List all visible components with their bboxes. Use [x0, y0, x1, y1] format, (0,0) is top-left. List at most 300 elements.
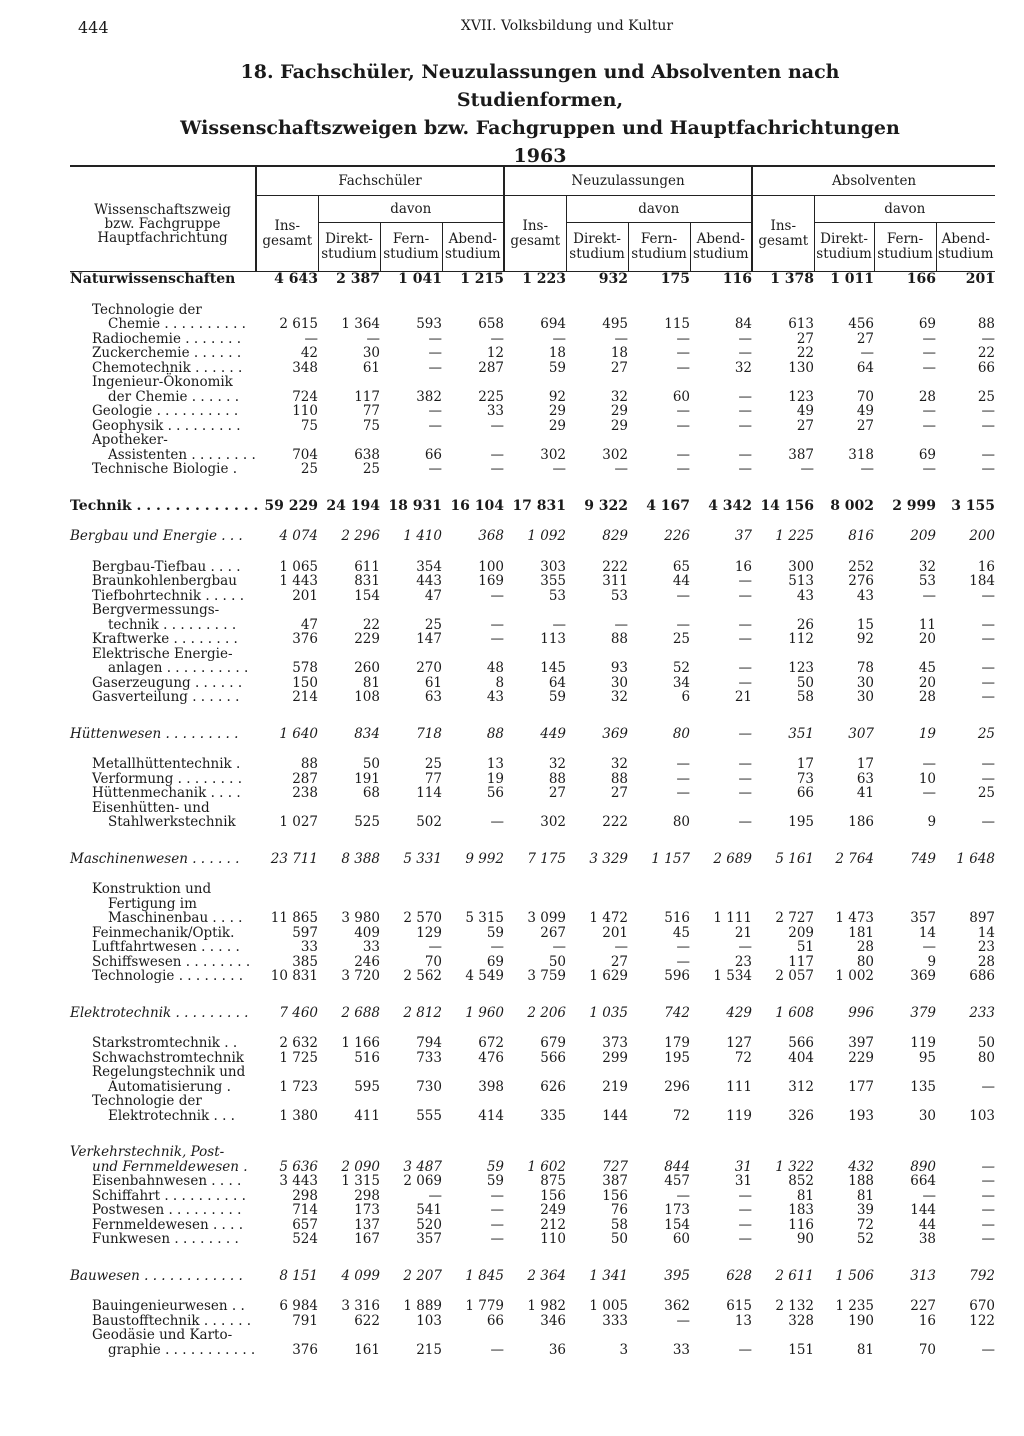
- value-cell: 17: [856, 756, 875, 772]
- spacer-row: [70, 741, 995, 757]
- row-label: Fernmeldewesen . . . .: [92, 1216, 243, 1233]
- value-cell: —: [490, 461, 505, 477]
- row-label: Technologie der: [92, 1093, 202, 1109]
- table-row: [70, 1328, 995, 1343]
- title-line-1: 18. Fachschüler, Neuzulassungen und Absolventen nach Studienformen,: [240, 61, 840, 111]
- value-cell: 28: [918, 388, 937, 405]
- row-label: Braunkohlenbergbau: [92, 573, 237, 589]
- value-cell: 181: [848, 924, 875, 941]
- value-cell: 50: [362, 756, 380, 772]
- value-cell: 1 602: [527, 1158, 567, 1175]
- row-label: Starkstromtechnik . .: [92, 1035, 238, 1051]
- value-cell: [442, 603, 504, 618]
- value-cell: 41: [856, 785, 875, 801]
- value-cell: [256, 647, 318, 662]
- value-cell: 32: [918, 558, 937, 575]
- value-cell: 64: [856, 359, 875, 376]
- value-cell: 20: [918, 674, 937, 691]
- row-label: Elektrotechnik . . . . . . . . .: [70, 1004, 249, 1021]
- value-cell: 4 643: [274, 271, 318, 287]
- value-cell: 1 041: [398, 271, 442, 287]
- spacer-row: [70, 984, 995, 1006]
- spacer-cell: [70, 1123, 995, 1145]
- value-cell: 2 296: [341, 528, 380, 544]
- value-cell: 173: [664, 1202, 691, 1218]
- value-cell: 355: [540, 573, 567, 589]
- value-cell: 1 629: [589, 968, 629, 984]
- value-cell: 897: [969, 910, 996, 926]
- value-cell: 175: [660, 271, 691, 287]
- value-cell: —: [490, 1341, 505, 1358]
- value-cell: 387: [788, 446, 815, 463]
- table-row: [70, 589, 995, 604]
- value-cell: 1 889: [403, 1298, 442, 1314]
- value-cell: 77: [362, 403, 380, 419]
- value-cell: [936, 1145, 995, 1160]
- value-cell: [256, 433, 318, 448]
- row-label-line: bzw. Fachgruppe: [104, 216, 221, 232]
- value-cell: 404: [788, 1049, 815, 1066]
- value-cell: —: [922, 403, 937, 419]
- value-cell: —: [490, 1187, 505, 1204]
- value-cell: [752, 882, 814, 897]
- value-cell: 177: [848, 1078, 875, 1095]
- value-cell: 88: [548, 770, 567, 787]
- value-cell: [380, 882, 442, 897]
- insgesamt-header: [752, 196, 814, 272]
- value-cell: 145: [540, 660, 567, 676]
- value-cell: —: [981, 814, 996, 830]
- value-cell: 63: [856, 770, 875, 787]
- value-cell: 18: [548, 345, 567, 361]
- value-cell: 49: [796, 403, 815, 419]
- row-label: Elektrotechnik . . .: [108, 1107, 235, 1124]
- value-cell: 816: [848, 528, 875, 544]
- value-cell: 114: [416, 785, 442, 801]
- value-cell: —: [490, 1202, 505, 1218]
- value-cell: 346: [540, 1312, 567, 1329]
- main-row: [70, 272, 995, 287]
- value-cell: 50: [796, 674, 815, 691]
- value-cell: 70: [424, 953, 442, 970]
- value-cell: 429: [726, 1004, 753, 1021]
- table-row: [70, 969, 995, 984]
- davon-header: davon: [814, 196, 995, 223]
- value-cell: 1 364: [341, 316, 380, 332]
- value-cell: 3 316: [341, 1298, 380, 1314]
- value-cell: 17: [796, 756, 815, 772]
- value-cell: [504, 897, 566, 912]
- value-cell: 3 720: [341, 968, 380, 984]
- value-cell: 17 831: [512, 497, 567, 514]
- value-cell: [442, 801, 504, 816]
- value-cell: 215: [416, 1341, 442, 1358]
- value-cell: 156: [602, 1187, 629, 1204]
- table-row: [70, 332, 995, 347]
- value-cell: [442, 1094, 504, 1109]
- value-cell: 88: [610, 631, 629, 647]
- value-cell: —: [922, 330, 937, 347]
- value-cell: 166: [906, 271, 937, 287]
- value-cell: 81: [856, 1341, 875, 1358]
- value-cell: 18: [610, 345, 629, 361]
- value-cell: 16: [918, 1312, 937, 1329]
- value-cell: 201: [602, 924, 629, 941]
- group-row: [70, 1269, 995, 1284]
- group-row: [70, 1145, 995, 1160]
- value-cell: 791: [292, 1312, 318, 1329]
- subheader-line: studium: [383, 246, 439, 262]
- value-cell: 30: [856, 689, 875, 705]
- value-cell: [256, 603, 318, 618]
- table-row: [70, 1174, 995, 1189]
- value-cell: —: [981, 616, 996, 633]
- value-cell: 88: [486, 725, 505, 742]
- value-cell: 1 225: [775, 528, 815, 544]
- value-cell: 22: [362, 616, 380, 633]
- value-cell: 1 380: [279, 1107, 318, 1124]
- row-label: Verkehrstechnik, Post-: [70, 1144, 225, 1160]
- value-cell: 15: [856, 616, 875, 633]
- value-cell: 387: [602, 1173, 629, 1189]
- value-cell: —: [738, 330, 753, 347]
- value-cell: —: [614, 330, 629, 347]
- value-cell: 219: [602, 1078, 629, 1095]
- value-cell: 1 002: [835, 968, 875, 984]
- value-cell: 31: [734, 1158, 753, 1175]
- value-cell: 27: [796, 417, 815, 434]
- value-cell: —: [428, 939, 442, 955]
- value-cell: —: [676, 953, 691, 970]
- value-cell: [380, 375, 442, 390]
- value-cell: 72: [672, 1107, 691, 1124]
- value-cell: [628, 375, 690, 390]
- table-row: [70, 1036, 995, 1051]
- value-cell: —: [738, 388, 753, 405]
- value-cell: [504, 1145, 566, 1160]
- value-cell: 80: [672, 814, 691, 830]
- value-cell: 59: [548, 689, 567, 705]
- value-cell: —: [981, 403, 996, 419]
- value-cell: [380, 897, 442, 912]
- value-cell: 25: [977, 388, 996, 405]
- value-cell: 376: [292, 1341, 318, 1358]
- value-cell: 117: [788, 953, 815, 970]
- value-cell: 326: [788, 1107, 815, 1124]
- value-cell: 88: [977, 316, 996, 332]
- value-cell: 2 090: [341, 1158, 380, 1175]
- table-row: [70, 897, 995, 912]
- value-cell: —: [922, 939, 937, 955]
- table-body: [70, 272, 995, 1358]
- group-row: [70, 727, 995, 742]
- row-label: Eisenhütten- und: [92, 799, 210, 816]
- group-row: [70, 529, 995, 544]
- insgesamt-line: Ins-: [522, 217, 549, 234]
- value-cell: 354: [416, 558, 442, 575]
- value-cell: [936, 647, 995, 662]
- value-cell: 312: [788, 1078, 815, 1095]
- value-cell: —: [981, 756, 996, 772]
- value-cell: —: [676, 770, 691, 787]
- value-cell: —: [922, 785, 937, 801]
- value-cell: —: [366, 330, 380, 347]
- value-cell: [442, 897, 504, 912]
- value-cell: 252: [848, 558, 875, 575]
- value-cell: 2 562: [403, 968, 442, 984]
- value-cell: [566, 1094, 628, 1109]
- table-row: [70, 1094, 995, 1109]
- value-cell: 1 111: [713, 910, 753, 926]
- value-cell: 369: [910, 968, 937, 984]
- value-cell: 313: [910, 1267, 937, 1284]
- value-cell: —: [614, 461, 629, 477]
- value-cell: 852: [788, 1173, 815, 1189]
- value-cell: 29: [548, 403, 567, 419]
- table-row: [70, 786, 995, 801]
- fernstudium-header: [380, 223, 442, 272]
- row-label: Fertigung im: [108, 895, 197, 912]
- row-label: Maschinenwesen . . . . . .: [70, 850, 240, 867]
- value-cell: 335: [540, 1107, 567, 1124]
- value-cell: 357: [910, 910, 937, 926]
- fernstudium-header: [628, 223, 690, 272]
- value-cell: 4 167: [646, 497, 691, 514]
- value-cell: 3 155: [951, 497, 996, 514]
- value-cell: 53: [548, 587, 567, 604]
- value-cell: [628, 1328, 690, 1343]
- value-cell: 357: [416, 1231, 442, 1247]
- value-cell: —: [922, 1187, 937, 1204]
- value-cell: 112: [788, 631, 815, 647]
- value-cell: 8 002: [830, 497, 875, 514]
- row-label: Gasverteilung . . . . . .: [92, 689, 240, 705]
- value-cell: 1 473: [835, 910, 875, 926]
- value-cell: 30: [856, 674, 875, 691]
- table-row: [70, 1218, 995, 1233]
- value-cell: 502: [416, 814, 442, 830]
- value-cell: —: [676, 417, 691, 434]
- row-label: technik . . . . . . . . .: [108, 616, 237, 633]
- row-label: Apotheker-: [92, 432, 168, 448]
- value-cell: 44: [918, 1216, 937, 1233]
- value-cell: [566, 882, 628, 897]
- spacer-row: [70, 477, 995, 499]
- value-cell: 3: [619, 1341, 629, 1358]
- value-cell: 186: [848, 814, 875, 830]
- row-label: Bergbau und Energie . . .: [70, 528, 243, 544]
- value-cell: —: [738, 417, 753, 434]
- value-cell: 27: [796, 330, 815, 347]
- value-cell: 541: [416, 1202, 442, 1218]
- value-cell: 524: [292, 1231, 318, 1247]
- value-cell: 33: [300, 939, 318, 955]
- row-label: Postwesen . . . . . . . . .: [92, 1202, 242, 1218]
- spacer-cell: [70, 513, 995, 529]
- value-cell: 173: [354, 1202, 380, 1218]
- value-cell: 154: [354, 587, 380, 604]
- value-cell: 225: [478, 388, 505, 405]
- value-cell: [690, 375, 752, 390]
- group-header-fachschueler: Fachschüler: [256, 166, 504, 196]
- value-cell: 246: [354, 953, 380, 970]
- value-cell: 1 648: [956, 850, 996, 867]
- value-cell: —: [981, 330, 996, 347]
- value-cell: —: [676, 1187, 691, 1204]
- value-cell: [874, 897, 936, 912]
- value-cell: 32: [610, 388, 629, 405]
- value-cell: [380, 801, 442, 816]
- value-cell: 2 057: [775, 968, 815, 984]
- value-cell: —: [428, 345, 442, 361]
- value-cell: —: [981, 1158, 996, 1175]
- value-cell: —: [490, 616, 505, 633]
- value-cell: [256, 1145, 318, 1160]
- value-cell: 30: [918, 1107, 937, 1124]
- main-row: [70, 499, 995, 514]
- value-cell: 88: [300, 756, 318, 772]
- value-cell: —: [428, 1187, 442, 1204]
- value-cell: [814, 603, 874, 618]
- value-cell: 296: [664, 1078, 691, 1095]
- value-cell: 77: [424, 770, 442, 787]
- spacer-cell: [70, 984, 995, 1006]
- value-cell: 2 206: [527, 1004, 567, 1021]
- value-cell: 2 207: [403, 1267, 442, 1284]
- value-cell: —: [860, 345, 875, 361]
- value-cell: 122: [969, 1312, 996, 1329]
- table-row: [70, 433, 995, 448]
- value-cell: [752, 1065, 814, 1080]
- abendstudium-header: [936, 223, 995, 272]
- row-label: Regelungstechnik und: [92, 1064, 246, 1080]
- value-cell: —: [676, 330, 691, 347]
- value-cell: 2 387: [336, 271, 380, 287]
- value-cell: 397: [848, 1035, 875, 1051]
- value-cell: 287: [292, 770, 318, 787]
- value-cell: —: [738, 587, 753, 604]
- value-cell: 694: [540, 316, 567, 332]
- value-cell: [814, 433, 874, 448]
- value-cell: 9: [927, 814, 937, 830]
- row-label: Hüttenwesen . . . . . . . . .: [70, 725, 239, 742]
- value-cell: 2 364: [527, 1267, 567, 1284]
- value-cell: 50: [548, 953, 567, 970]
- table-row: [70, 940, 995, 955]
- value-cell: [752, 433, 814, 448]
- value-cell: 1 035: [589, 1004, 629, 1021]
- insgesamt-line: Ins-: [274, 217, 301, 234]
- table-row: [70, 661, 995, 676]
- value-cell: 81: [362, 674, 380, 691]
- spacer-row: [70, 287, 995, 303]
- table-row: [70, 647, 995, 662]
- row-label: Eisenbahnwesen . . . .: [92, 1173, 242, 1189]
- value-cell: 8: [495, 674, 505, 691]
- value-cell: 222: [602, 814, 629, 830]
- value-cell: 996: [848, 1004, 875, 1021]
- value-cell: 69: [486, 953, 505, 970]
- value-cell: 875: [540, 1173, 567, 1189]
- row-label: Ingenieur-Ökonomik: [92, 374, 233, 390]
- value-cell: —: [738, 1216, 753, 1233]
- value-cell: 16: [977, 558, 996, 575]
- value-cell: 14: [977, 924, 996, 941]
- value-cell: [874, 882, 936, 897]
- value-cell: 30: [610, 674, 629, 691]
- value-cell: 233: [969, 1004, 996, 1021]
- table-row: [70, 390, 995, 405]
- value-cell: 16: [734, 558, 753, 575]
- value-cell: —: [738, 814, 753, 830]
- value-cell: —: [981, 587, 996, 604]
- value-cell: —: [738, 785, 753, 801]
- value-cell: 32: [610, 756, 629, 772]
- value-cell: 32: [734, 359, 753, 376]
- value-cell: —: [614, 616, 629, 633]
- row-label: Schwachstromtechnik: [92, 1049, 244, 1066]
- value-cell: 111: [726, 1078, 753, 1095]
- value-cell: 2 611: [775, 1267, 815, 1284]
- value-cell: 1 410: [403, 528, 442, 544]
- row-label: Chemie . . . . . . . . . .: [108, 316, 246, 332]
- row-label: Naturwissenschaften: [70, 271, 236, 287]
- value-cell: [504, 1094, 566, 1109]
- value-cell: —: [981, 1231, 996, 1247]
- value-cell: 47: [300, 616, 318, 633]
- value-cell: [628, 801, 690, 816]
- statistics-table: [70, 165, 995, 1357]
- value-cell: 298: [292, 1187, 318, 1204]
- value-cell: —: [738, 674, 753, 691]
- value-cell: [690, 1094, 752, 1109]
- value-cell: 42: [300, 345, 318, 361]
- table-row: [70, 1232, 995, 1247]
- group-row: [70, 852, 995, 867]
- value-cell: 1 235: [835, 1298, 875, 1314]
- value-cell: 1 982: [527, 1298, 567, 1314]
- value-cell: [814, 1145, 874, 1160]
- value-cell: [504, 1065, 566, 1080]
- value-cell: 2 727: [775, 910, 815, 926]
- row-label: Verformung . . . . . . . .: [92, 770, 243, 787]
- row-label: Bauingenieurwesen . .: [92, 1298, 245, 1314]
- value-cell: 2 632: [279, 1035, 318, 1051]
- value-cell: —: [490, 1231, 505, 1247]
- value-cell: 704: [292, 446, 318, 463]
- value-cell: 578: [292, 660, 318, 676]
- spacer-row: [70, 513, 995, 529]
- value-cell: —: [552, 461, 567, 477]
- value-cell: 12: [486, 345, 505, 361]
- table-row: [70, 772, 995, 787]
- value-cell: [318, 1094, 380, 1109]
- value-cell: 664: [910, 1173, 937, 1189]
- value-cell: —: [738, 1341, 753, 1358]
- value-cell: 476: [478, 1049, 505, 1066]
- value-cell: 1 506: [835, 1267, 875, 1284]
- value-cell: [566, 603, 628, 618]
- value-cell: 58: [610, 1216, 629, 1233]
- value-cell: 1 472: [589, 910, 629, 926]
- value-cell: 10 831: [270, 968, 318, 984]
- value-cell: —: [738, 631, 753, 647]
- value-cell: 714: [292, 1202, 318, 1218]
- value-cell: 238: [292, 785, 318, 801]
- value-cell: [566, 897, 628, 912]
- value-cell: 45: [672, 924, 691, 941]
- value-cell: 351: [788, 725, 815, 742]
